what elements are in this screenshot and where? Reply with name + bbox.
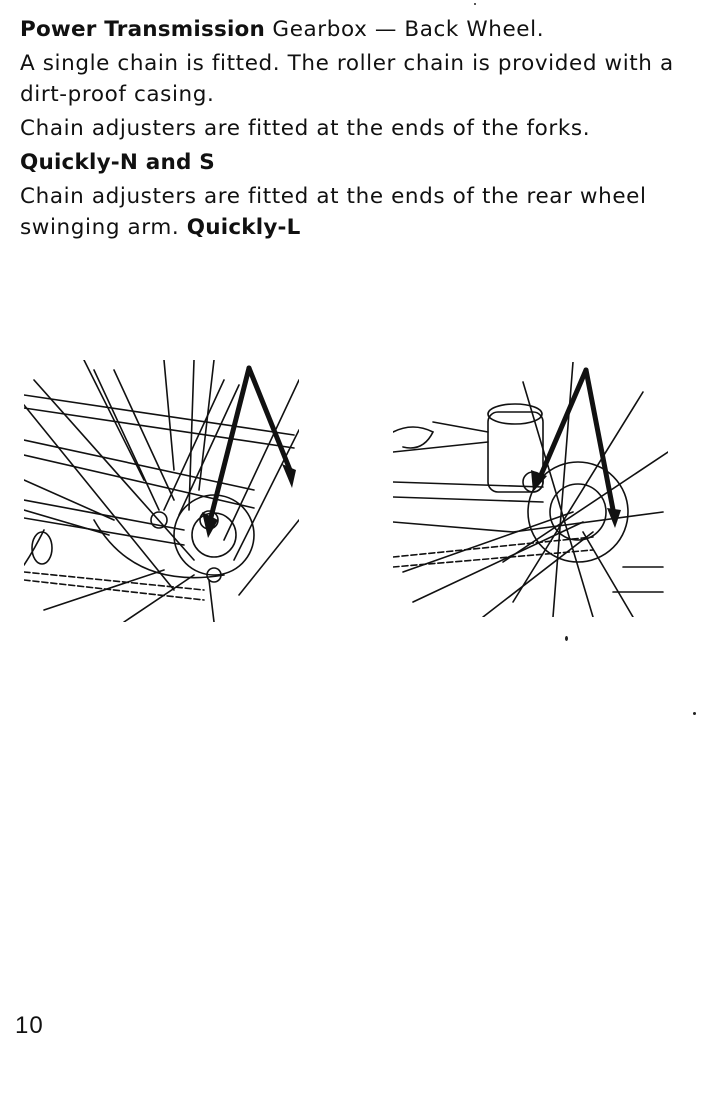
chain-adjuster-swinging-arm-illustration bbox=[393, 362, 668, 617]
print-speck bbox=[474, 3, 476, 5]
model-heading-n-s: Quickly-N and S bbox=[20, 150, 215, 175]
section-heading: Power Transmission bbox=[20, 17, 265, 42]
print-speck bbox=[693, 712, 696, 715]
chain-adjuster-swinging-arm-icon bbox=[393, 362, 668, 617]
section-heading-rest: Gearbox — Back Wheel. bbox=[265, 17, 545, 42]
page-number: 10 bbox=[15, 1012, 44, 1039]
paragraph-single-chain: A single chain is fitted. The roller chain is provided with a dirt-proof casing. bbox=[20, 51, 674, 107]
model-label-l: Quickly-L bbox=[186, 215, 301, 240]
text-content bbox=[20, 14, 700, 246]
paragraph-swinging-arm: Chain adjusters are fitted at the ends of the rear wheel swinging arm. Quickly-L bbox=[20, 184, 647, 240]
paragraph-forks: Chain adjusters are fitted at the ends of the forks. bbox=[20, 116, 591, 141]
chain-adjuster-fork-icon bbox=[24, 360, 299, 622]
print-speck bbox=[565, 636, 568, 641]
chain-adjuster-fork-illustration bbox=[24, 360, 299, 622]
section-heading-line bbox=[20, 14, 700, 45]
